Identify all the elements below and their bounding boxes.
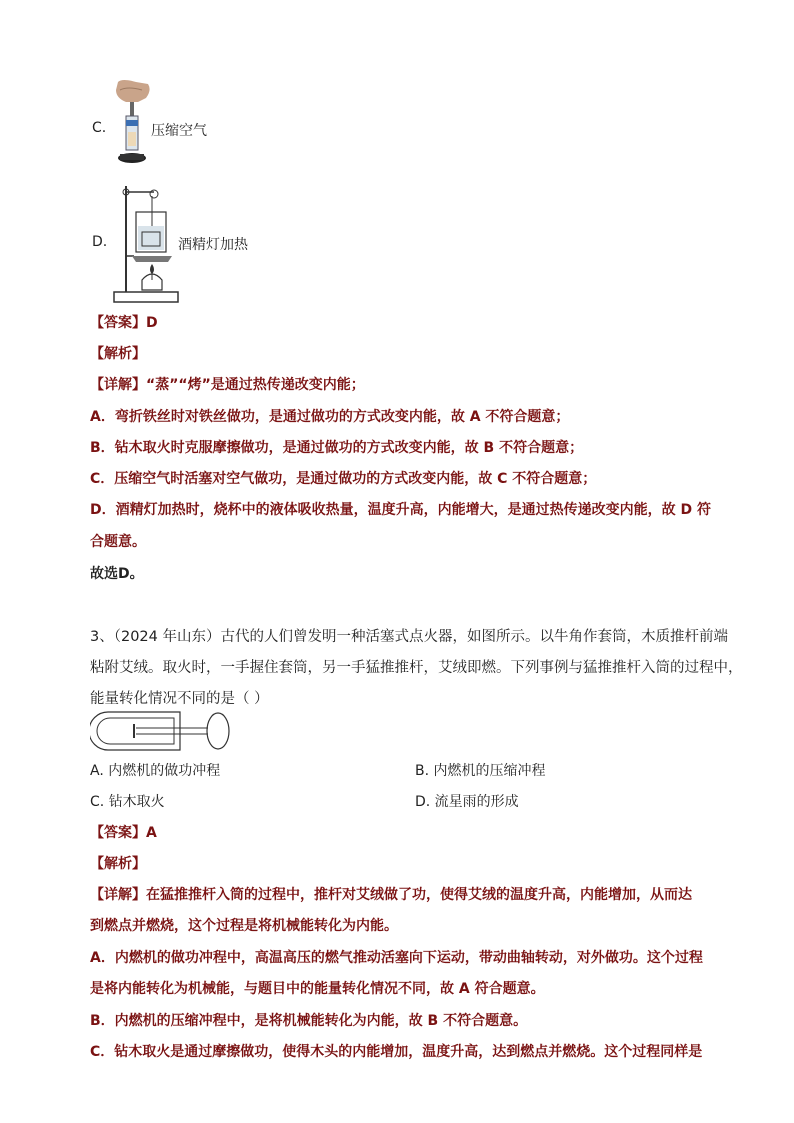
q2-answer: [90, 312, 158, 332]
q3-answer-value: A: [146, 825, 157, 841]
q3-option-d[interactable]: D. 流星雨的形成: [415, 794, 519, 810]
q2-detail-line: D．酒精灯加热时，烧杯中的液体吸收热量，温度升高，内能增大，是通过热传递改变内能，故 D 符: [90, 502, 711, 518]
q2-option-c-letter: C.: [92, 120, 107, 136]
q3-answer-label: 【答案】: [90, 825, 146, 841]
q2-detail-line: A．弯折铁丝时对铁丝做功，是通过做功的方式改变内能，故 A 不符合题意；: [90, 409, 570, 425]
syringe-compress-air-image: [112, 80, 154, 172]
fire-piston-figure: [90, 708, 230, 754]
q3-stem-line: 能量转化情况不同的是（ ）: [90, 691, 269, 707]
q2-answer-value: D: [146, 315, 158, 331]
q2-option-d-letter: D.: [92, 234, 108, 250]
q2-conclusion: 故选D。: [90, 566, 144, 582]
q3-detail-line: 【详解】在猛推推杆入筒的过程中，推杆对艾绒做了功，使得艾绒的温度升高，内能增加，从而达: [90, 887, 692, 903]
q3-option-a[interactable]: A. 内燃机的做功冲程: [90, 763, 221, 779]
q3-detail-line: 是将内能转化为机械能，与题目中的能量转化情况不同，故 A 符合题意。: [90, 981, 545, 997]
q3-detail-line: A．内燃机的做功冲程中，高温高压的燃气推动活塞向下运动，带动曲轴转动，对外做功。这个过程: [90, 950, 703, 966]
alcohol-lamp-apparatus-image: [112, 182, 180, 304]
q2-detail-line: 【详解】“蒸”“烤”是通过热传递改变内能；: [90, 377, 365, 393]
q3-detail-line: C．钻木取火是通过摩擦做功，使得木头的内能增加，温度升高，达到燃点并燃烧。这个过程同样是: [90, 1044, 703, 1060]
q2-option-c-caption: 压缩空气: [151, 123, 207, 139]
q3-stem-line: 粘附艾绒。取火时，一手握住套筒，另一手猛推推杆，艾绒即燃。下列事例与猛推推杆入筒的过程中，: [90, 660, 743, 676]
q2-detail-line: 合题意。: [90, 534, 146, 550]
q3-option-b[interactable]: B. 内燃机的压缩冲程: [415, 763, 546, 779]
q2-detail-line: C．压缩空气时活塞对空气做功，是通过做功的方式改变内能，故 C 不符合题意；: [90, 471, 597, 487]
q3-detail-line: 到燃点并燃烧，这个过程是将机械能转化为内能。: [90, 918, 398, 934]
q2-answer-label: 【答案】: [90, 315, 146, 331]
q2-detail-line: B．钻木取火时克服摩擦做功，是通过做功的方式改变内能，故 B 不符合题意；: [90, 440, 584, 456]
q3-analysis-label: 【解析】: [90, 856, 146, 872]
q3-stem-line: 3、（2024 年山东）古代的人们曾发明一种活塞式点火器，如图所示。以牛角作套筒，木质推杆前端: [90, 629, 728, 645]
q3-detail-line: B．内燃机的压缩冲程中，是将机械能转化为内能，故 B 不符合题意。: [90, 1013, 528, 1029]
q3-answer: [90, 822, 157, 842]
q2-analysis-label: 【解析】: [90, 346, 146, 362]
q3-option-c[interactable]: C. 钻木取火: [90, 794, 165, 810]
q2-option-d-caption: 酒精灯加热: [178, 237, 248, 253]
